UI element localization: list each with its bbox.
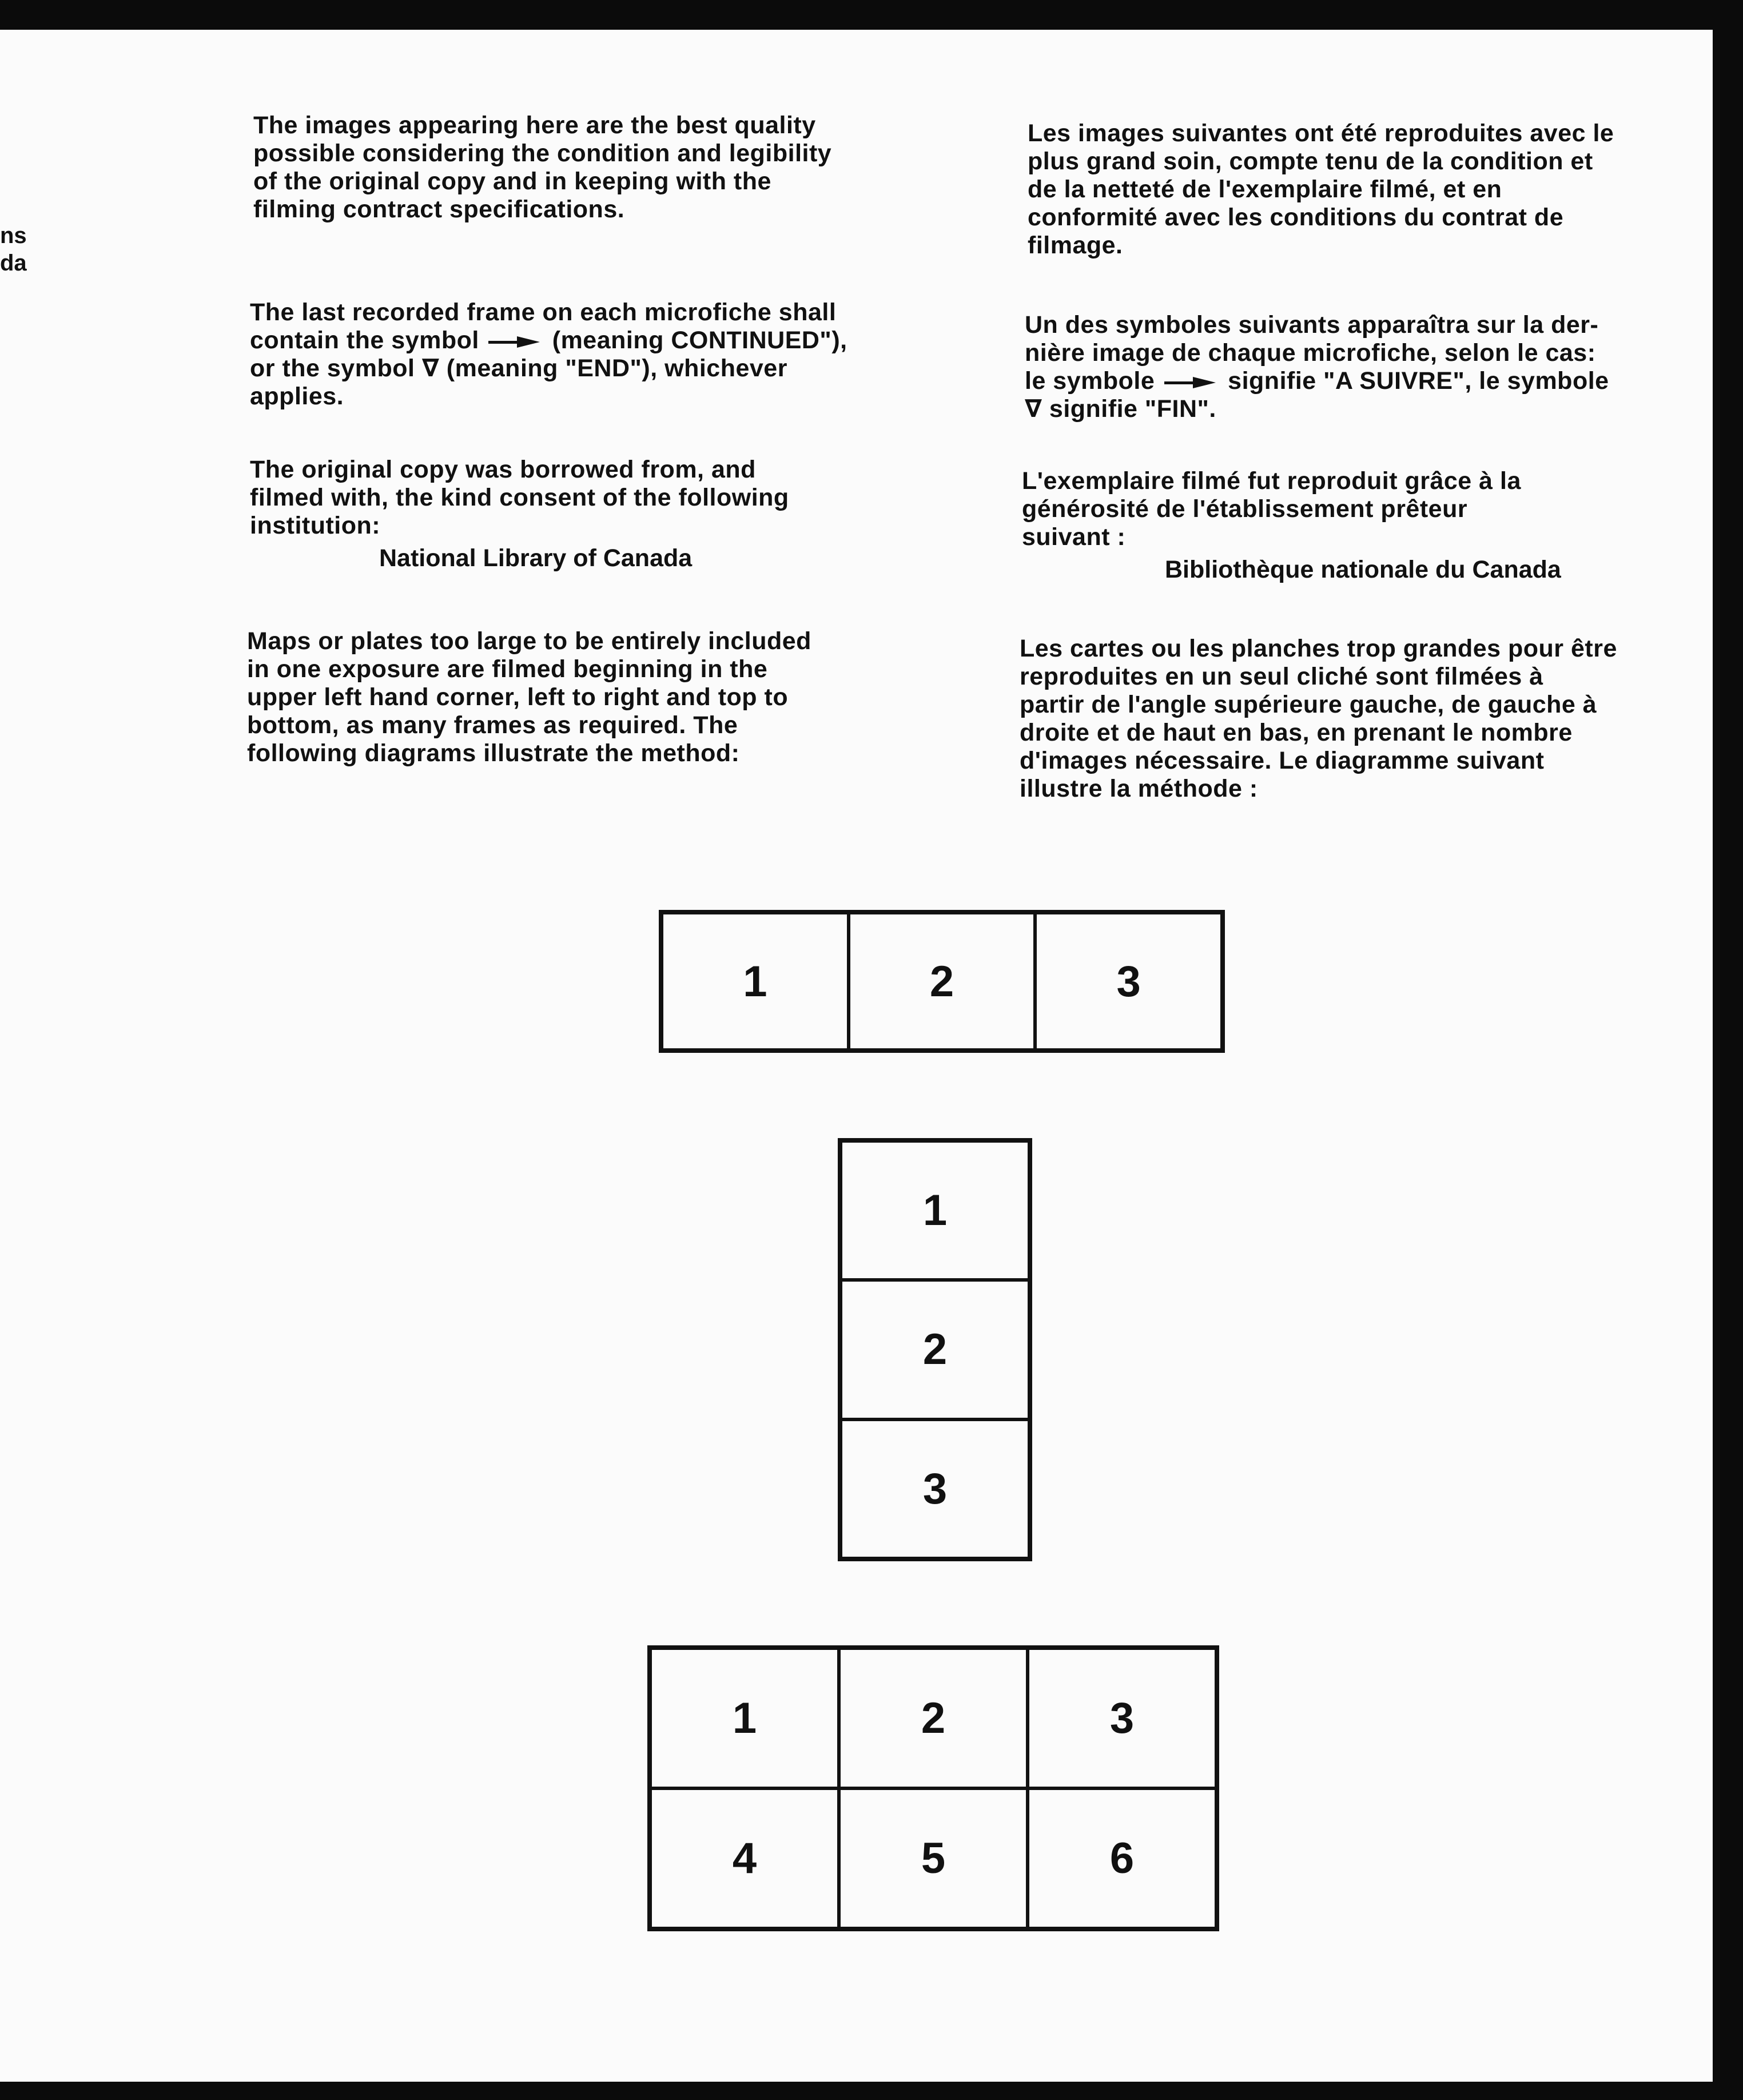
french-maps-paragraph: Les cartes ou les planches trop grandes pour être reproduites en un seul cliché sont filmées à partir de l'angle supérieure gauche, de gauche à droite et de haut en bas, en prenant le nombre d'images nécessaire. Le diagramme suivant illustre la méthode :: [1020, 635, 1617, 802]
diagram-grid-frame-5: 5: [839, 1788, 1028, 1928]
diagram-column-frame-3: 3: [841, 1419, 1029, 1558]
french-symbol-paragraph: [1025, 311, 1609, 423]
english-symbol-line-2b: (meaning CONTINUED"),: [552, 327, 847, 354]
edge-fragment-da: da: [0, 250, 27, 276]
french-institution-name: Bibliothèque nationale du Canada: [1165, 556, 1561, 583]
english-symbol-line-2a: contain the symbol: [250, 327, 479, 354]
english-symbol-line-3: or the symbol ∇ (meaning "END"), whichever: [250, 355, 787, 382]
english-symbol-paragraph: [250, 299, 847, 411]
french-symbol-line-3a: le symbole: [1025, 367, 1155, 395]
microfiche-target-page: [0, 30, 1713, 2082]
diagram-row-frame-3: 3: [1035, 913, 1222, 1050]
diagram-row-of-three: [659, 910, 1225, 1053]
diagram-row-frame-1: 1: [662, 913, 849, 1050]
english-symbol-line-1: The last recorded frame on each microfiche shall: [250, 299, 837, 326]
french-symbol-line-2: nière image de chaque microfiche, selon le cas:: [1025, 339, 1596, 367]
diagram-column-of-three: [838, 1138, 1032, 1561]
english-institution-name: National Library of Canada: [379, 544, 693, 572]
continued-arrow-icon: [488, 336, 543, 348]
diagram-grid-frame-1: 1: [650, 1648, 839, 1788]
diagram-column-frame-2: 2: [841, 1280, 1029, 1419]
english-symbol-line-4: applies.: [250, 383, 344, 410]
a-suivre-arrow-icon: [1164, 377, 1219, 388]
diagram-grid-frame-6: 6: [1028, 1788, 1216, 1928]
english-quality-paragraph: The images appearing here are the best quality possible considering the condition and legibility of the original copy and in keeping with the filming contract specifications.: [253, 112, 832, 223]
french-symbol-line-3: [1025, 367, 1609, 395]
french-source-paragraph: L'exemplaire filmé fut reproduit grâce à la générosité de l'établissement prêteur suivant :: [1022, 467, 1521, 551]
diagram-grid-frame-4: 4: [650, 1788, 839, 1928]
diagram-grid-frame-3: 3: [1028, 1648, 1216, 1788]
french-symbol-line-4: ∇ signifie "FIN".: [1025, 395, 1216, 423]
french-symbol-line-1: Un des symboles suivants apparaîtra sur la der-: [1025, 311, 1599, 339]
english-maps-paragraph: Maps or plates too large to be entirely included in one exposure are filmed beginning in the upper left hand corner, left to right and top to bottom, as many frames as required. The following diagrams illustrate the method:: [247, 627, 811, 767]
french-quality-paragraph: Les images suivantes ont été reproduites avec le plus grand soin, compte tenu de la condition et de la netteté de l'exemplaire filmé, et en conformité avec les conditions du contrat de filmage.: [1028, 120, 1614, 259]
edge-fragment-ns: ns: [0, 223, 27, 248]
diagram-grid-frame-2: 2: [839, 1648, 1028, 1788]
english-source-paragraph: The original copy was borrowed from, and filmed with, the kind consent of the following institution:: [250, 456, 789, 539]
diagram-grid-of-six: [647, 1645, 1219, 1931]
french-symbol-line-3b: signifie "A SUIVRE", le symbole: [1228, 367, 1609, 395]
diagram-row-frame-2: 2: [849, 913, 1036, 1050]
diagram-column-frame-1: 1: [841, 1141, 1029, 1280]
english-symbol-line-2: [250, 327, 847, 355]
